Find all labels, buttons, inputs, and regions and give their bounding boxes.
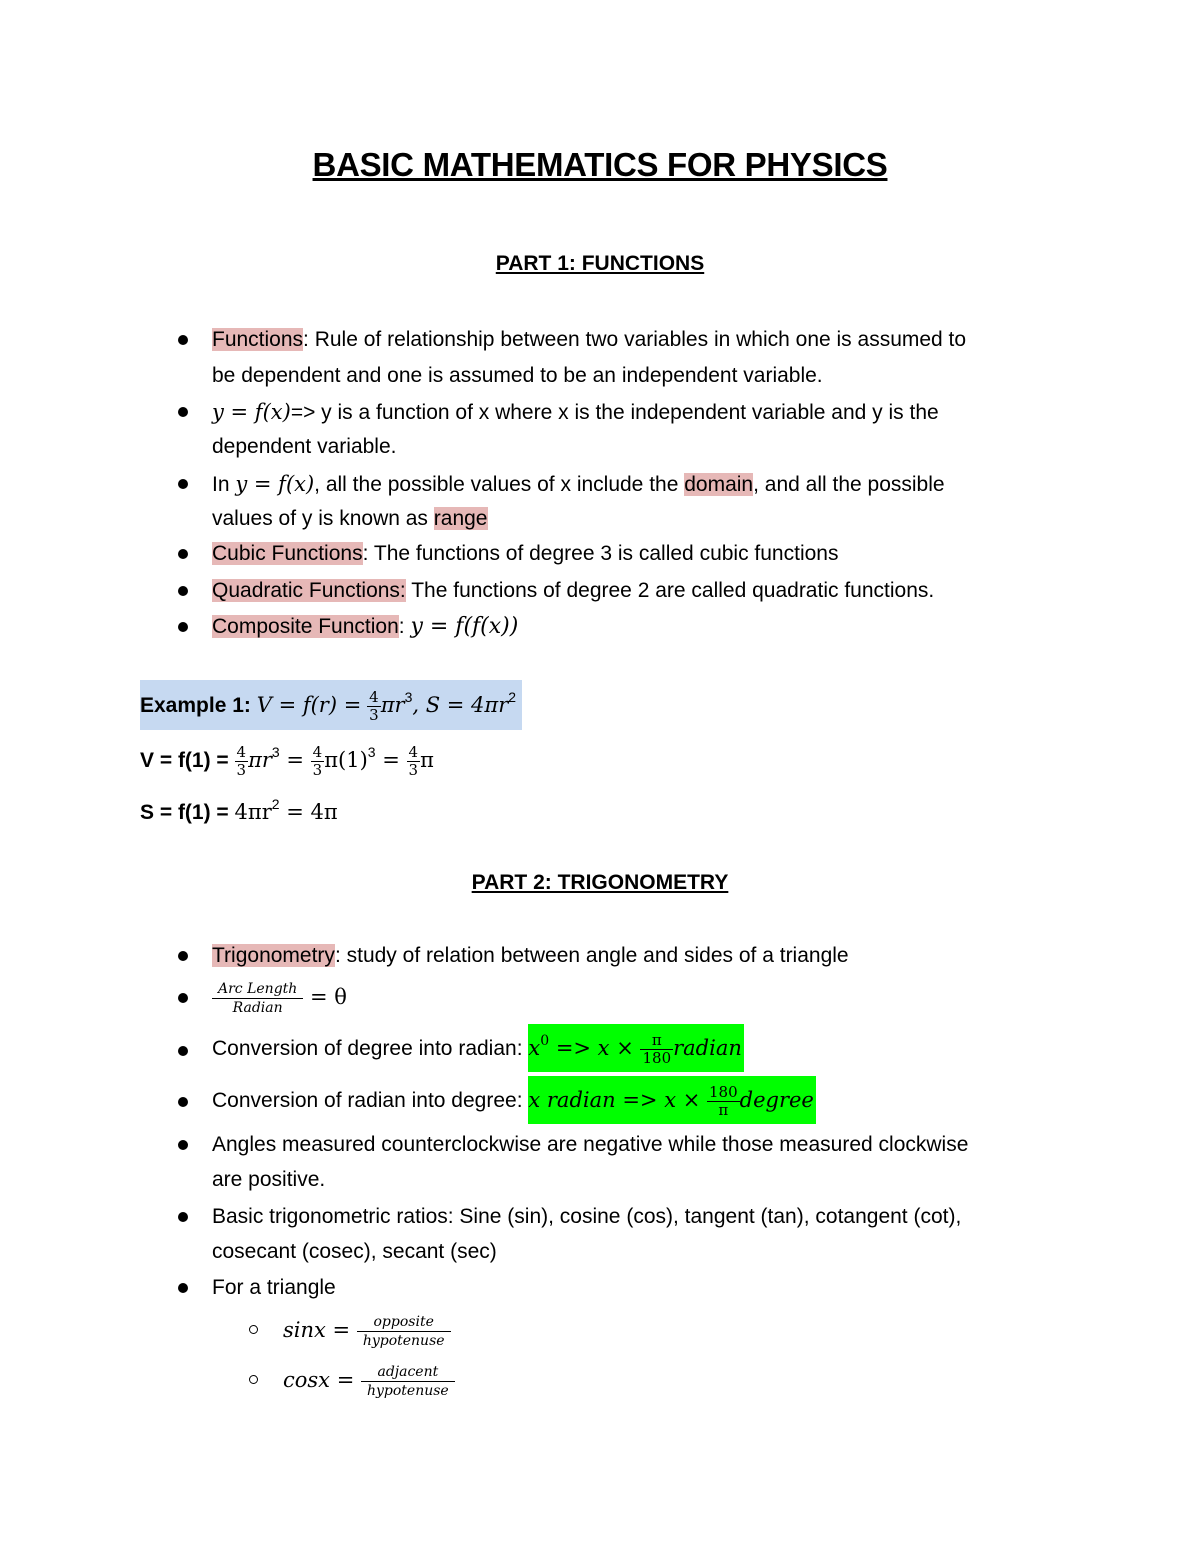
trigonometry-definition: : study of relation between angle and sides of a triangle [334,944,849,967]
degree-to-radian-label: Conversion of degree into radian: [212,1037,529,1060]
formula-x: x [528,1036,541,1060]
radian-to-degree-line [212,1076,816,1124]
domain-prefix: In [212,473,236,496]
fraction-denominator: 3 [236,760,247,779]
functions-definition-text: : Rule of relationship between two variables in which one is assumed to [303,328,967,351]
trigonometry-term: Trigonometry [212,944,335,967]
radian-to-degree-formula [528,1076,815,1124]
fraction-denominator: 3 [408,760,419,779]
cosine-denominator: hypotenuse [366,1382,449,1399]
domain-term: domain [684,473,754,496]
radian-unit: radian [673,1036,742,1060]
fraction-numerator: 4 [312,742,323,761]
exponent-2: 2 [271,796,280,812]
for-a-triangle-line: For a triangle [212,1276,336,1299]
composite-colon: : [398,615,405,638]
y-equals-fx-expression: y = f(x) [212,400,291,424]
domain-line [212,469,945,500]
fraction-denominator: 3 [369,705,379,724]
cosine-lhs: cosx = [283,1368,361,1392]
sine-lhs: sinx = [283,1318,357,1342]
exponent-3: 3 [367,744,376,760]
bullet-dot [178,993,188,1003]
formula-arrow: => x × [549,1036,641,1060]
example1-s-line [140,795,338,829]
degree-superscript: 0 [540,1033,550,1049]
y-equals-fx-line2: dependent variable. [212,435,397,458]
bullet-dot [178,1097,188,1107]
fraction-numerator: 4 [408,742,419,761]
document-title: BASIC MATHEMATICS FOR PHYSICS [312,146,888,183]
composite-expression: y = f(f(x)) [410,614,519,639]
sine-formula-line [283,1308,451,1352]
degree-to-radian-formula [528,1024,744,1072]
part1-heading: PART 1: FUNCTIONS [495,252,705,275]
degree-unit: degree [739,1088,814,1112]
sub-bullet-circle [249,1325,258,1334]
fraction-numerator: 4 [236,742,247,761]
composite-function-line [212,612,518,642]
pi-r: πr [380,693,405,717]
bullet-dot [178,1140,188,1150]
example1-fraction [367,687,381,724]
range-term: range [433,507,488,530]
trigonometry-line [212,941,849,971]
exponent-3: 3 [404,689,413,705]
bullet-dot [178,1046,188,1056]
example1-label: Example 1: [140,694,251,717]
angles-line2: are positive. [212,1168,326,1191]
range-prefix: values of y is known as [212,507,434,530]
arc-length-denominator: Radian [232,999,283,1016]
fraction-numerator: 180 [709,1082,738,1101]
bullet-dot [178,549,188,559]
fraction-numerator: π [640,1033,673,1050]
fraction-denominator: 3 [312,760,323,779]
domain-expression: y = f(x) [235,472,315,496]
v-line-pi-r: πr [248,748,272,772]
arc-length-line [212,975,347,1019]
v-line-fraction-1 [235,742,249,779]
sine-numerator: opposite [357,1315,451,1332]
cubic-term: Cubic Functions [212,542,363,565]
fraction-denominator: π [718,1100,729,1119]
cosine-formula-line [283,1358,455,1402]
functions-definition-line2: be dependent and one is assumed to be an independent variable. [212,364,823,387]
y-equals-fx-line1 [212,397,939,428]
bullet-dot [178,407,188,417]
example1-v-line [140,740,434,780]
formula-x-radian: x radian => x × [528,1088,707,1112]
part2-heading: PART 2: TRIGONOMETRY [471,871,729,894]
cosine-numerator: adjacent [361,1365,455,1382]
exponent-2: 2 [508,689,517,705]
fraction-numerator: 4 [369,687,379,706]
quadratic-definition: The functions of degree 2 are called quadratic functions. [405,579,935,602]
180-over-pi-fraction [707,1082,740,1119]
equals-sign: = [279,748,311,772]
example1-s-expression: , S = 4πr [412,693,509,717]
sub-bullet-circle [249,1375,258,1384]
example1-v-expression: V = f(r) = [256,693,362,717]
bullet-dot [178,951,188,961]
s-line-expression: 4πr [234,800,272,824]
domain-suffix: , and all the possible [753,473,945,496]
radian-to-degree-label: Conversion of radian into degree: [212,1089,529,1112]
arc-length-fraction [212,982,303,1015]
domain-middle-text: , all the possible values of x include the [314,473,685,496]
cosine-fraction [361,1365,455,1398]
v-line-fraction-3 [407,742,421,779]
y-equals-fx-text: => y is a function of x where x is the independent variable and y is the [290,401,939,424]
v-line-fraction-2 [311,742,325,779]
angles-line1: Angles measured counterclockwise are negative while those measured clockwise [212,1133,969,1156]
v-line-pi: π [420,748,434,772]
equals-sign: = [375,748,407,772]
cubic-definition: : The functions of degree 3 is called cubic functions [362,542,839,565]
functions-definition-line1 [212,325,966,355]
bullet-dot [178,622,188,632]
fraction-denominator: 180 [642,1048,672,1067]
pi-over-180-fraction [640,1030,673,1067]
v-line-prefix: V = f(1) = [140,749,235,772]
arc-length-equals-theta: = θ [303,985,347,1009]
functions-term: Functions [212,328,304,351]
bullet-dot [178,1212,188,1222]
s-line-prefix: S = f(1) = [140,801,235,824]
bullet-dot [178,479,188,489]
sine-denominator: hypotenuse [362,1332,445,1349]
bullet-dot [178,335,188,345]
quadratic-functions-line [212,576,934,606]
s-line-result: = 4π [279,800,338,824]
v-line-pi-one: π(1) [324,748,368,772]
cubic-functions-line [212,539,838,569]
degree-to-radian-line [212,1024,744,1072]
trig-ratios-line1: Basic trigonometric ratios: Sine (sin), cosine (cos), tangent (tan), cotangent (cot), [212,1205,962,1228]
quadratic-term: Quadratic Functions: [212,579,406,602]
trig-ratios-line2: cosecant (cosec), secant (sec) [212,1240,497,1263]
arc-length-numerator: Arc Length [212,982,303,999]
bullet-dot [178,1283,188,1293]
sine-fraction [357,1315,451,1348]
bullet-dot [178,586,188,596]
composite-term: Composite Function [212,615,399,638]
exponent-3: 3 [271,744,280,760]
range-line [212,504,488,534]
example1-box [140,680,522,730]
